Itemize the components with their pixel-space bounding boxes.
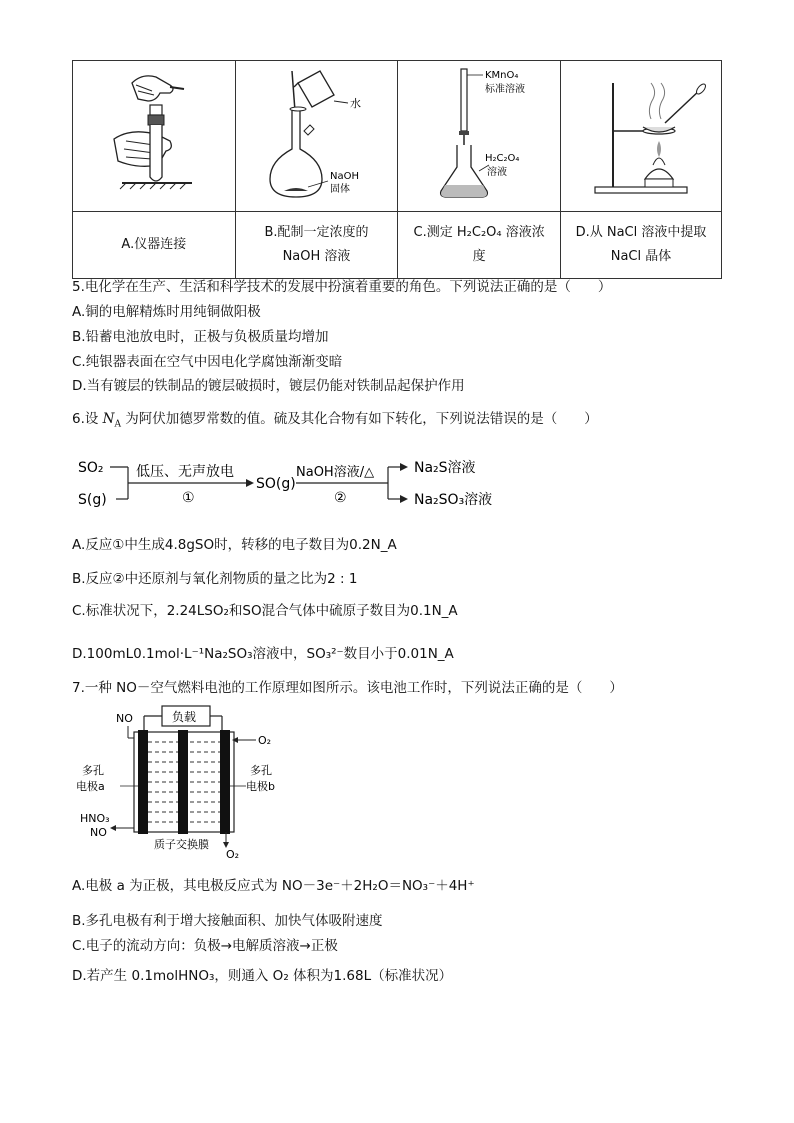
no-inlet-label: NO (116, 712, 133, 725)
electrode-b-label: 电极b (246, 780, 275, 793)
q6-option-c: C.标准状况下，2.24LSO₂和SO混合气体中硫原子数目为0.1N_A (72, 603, 458, 619)
s-gas-label: S(g) (78, 492, 107, 508)
q5-option-d: D.当有镀层的铁制品的镀层破损时，镀层仍能对铁制品起保护作用 (72, 378, 465, 394)
figure-d-cell (561, 61, 722, 212)
caption-a: A.仪器连接 (73, 212, 236, 279)
no-outlet-label: NO (90, 826, 107, 839)
figure-b-cell (235, 61, 398, 212)
sulfur-conversion-diagram (72, 450, 512, 522)
experiment-table (72, 60, 722, 279)
porous-label-right: 多孔 (250, 764, 272, 777)
condition-2-label: NaOH溶液/△ (296, 465, 375, 480)
membrane-label: 质子交换膜 (154, 838, 209, 851)
caption-b: B.配制一定浓度的 NaOH 溶液 (235, 212, 398, 279)
solid-label: 固体 (330, 184, 351, 195)
q6-option-a: A.反应①中生成4.8gSO时，转移的电子数目为0.2N_A (72, 537, 397, 553)
q5-option-b: B.铅蓄电池放电时，正极与负极质量均增加 (72, 329, 329, 345)
electrode-b (220, 730, 230, 834)
caption-d: D.从 NaCl 溶液中提取 NaCl 晶体 (561, 212, 722, 279)
volumetric-flask-figure (236, 61, 396, 207)
q6-option-d: D.100mL0.1mol·L⁻¹Na₂SO₃溶液中，SO₃²⁻数目小于0.01N_A (72, 646, 454, 662)
porous-label-left: 多孔 (82, 764, 104, 777)
q6-option-b: B.反应②中还原剂与氧化剂物质的量之比为2 : 1 (72, 571, 358, 587)
arrow-icon (246, 479, 254, 487)
reaction-1-number: ① (182, 490, 195, 506)
q7-stem: 7.一种 NO－空气燃料电池的工作原理如图所示。该电池工作时，下列说法正确的是（ ） (72, 680, 623, 696)
h2c2o4-label: H₂C₂O₄ (485, 153, 520, 164)
electrode-a (138, 730, 148, 834)
q5-option-c: C.纯银器表面在空气中因电化学腐蚀渐渐变暗 (72, 354, 343, 370)
kmno4-label: KMnO₄ (485, 70, 519, 81)
reaction-2-number: ② (334, 490, 347, 506)
figure-a-cell (73, 61, 236, 212)
solution-label: 溶液 (487, 167, 508, 178)
water-label: 水 (350, 97, 362, 110)
so-gas-label: SO(g) (256, 476, 296, 492)
product-2-label: Na₂SO₃溶液 (414, 492, 493, 508)
q6-stem: 6.设 $N_A$ 为阿伏加德罗常数的值。硫及其化合物有如下转化，下列说法错误的是（ ） (72, 411, 598, 430)
arrow-icon (400, 463, 408, 471)
caption-c: C.测定 H₂C₂O₄ 溶液浓 度 (398, 212, 561, 279)
o2-outlet-label: O₂ (226, 848, 240, 861)
fuel-cell-diagram (76, 702, 296, 862)
q5-option-a: A.铜的电解精炼时用纯铜做阳极 (72, 304, 261, 320)
q7-option-c: C.电子的流动方向：负极→电解质溶液→正极 (72, 938, 338, 954)
electrode-a-label: 电极a (76, 780, 105, 793)
q5-stem: 5.电化学在生产、生活和科学技术的发展中扮演着重要的角色。下列说法正确的是（ ） (72, 279, 612, 295)
load-label: 负载 (172, 710, 197, 724)
hno3-outlet-label: HNO₃ (80, 812, 110, 825)
q7-option-d: D.若产生 0.1molHNO₃，则通入 O₂ 体积为1.68L（标准状况） (72, 968, 453, 984)
naoh-label: NaOH (330, 171, 360, 182)
condition-1-label: 低压、无声放电 (136, 464, 234, 480)
arrow-icon (110, 825, 116, 831)
q7-option-b: B.多孔电极有利于增大接触面积、加快气体吸附速度 (72, 913, 383, 929)
apparatus-connection-figure (74, 61, 234, 207)
q7-option-a: A.电极 a 为正极，其电极反应式为 NO－3e⁻＋2H₂O＝NO₃⁻＋4H⁺ (72, 878, 475, 894)
standard-solution-label: 标准溶液 (485, 84, 526, 95)
figure-c-cell (398, 61, 561, 212)
arrow-icon (400, 495, 408, 503)
product-1-label: Na₂S溶液 (414, 460, 476, 476)
titration-figure (399, 61, 559, 207)
proton-exchange-membrane (178, 730, 188, 834)
o2-inlet-label: O₂ (258, 734, 272, 747)
so2-label: SO₂ (78, 460, 104, 476)
evaporation-figure (561, 61, 721, 207)
